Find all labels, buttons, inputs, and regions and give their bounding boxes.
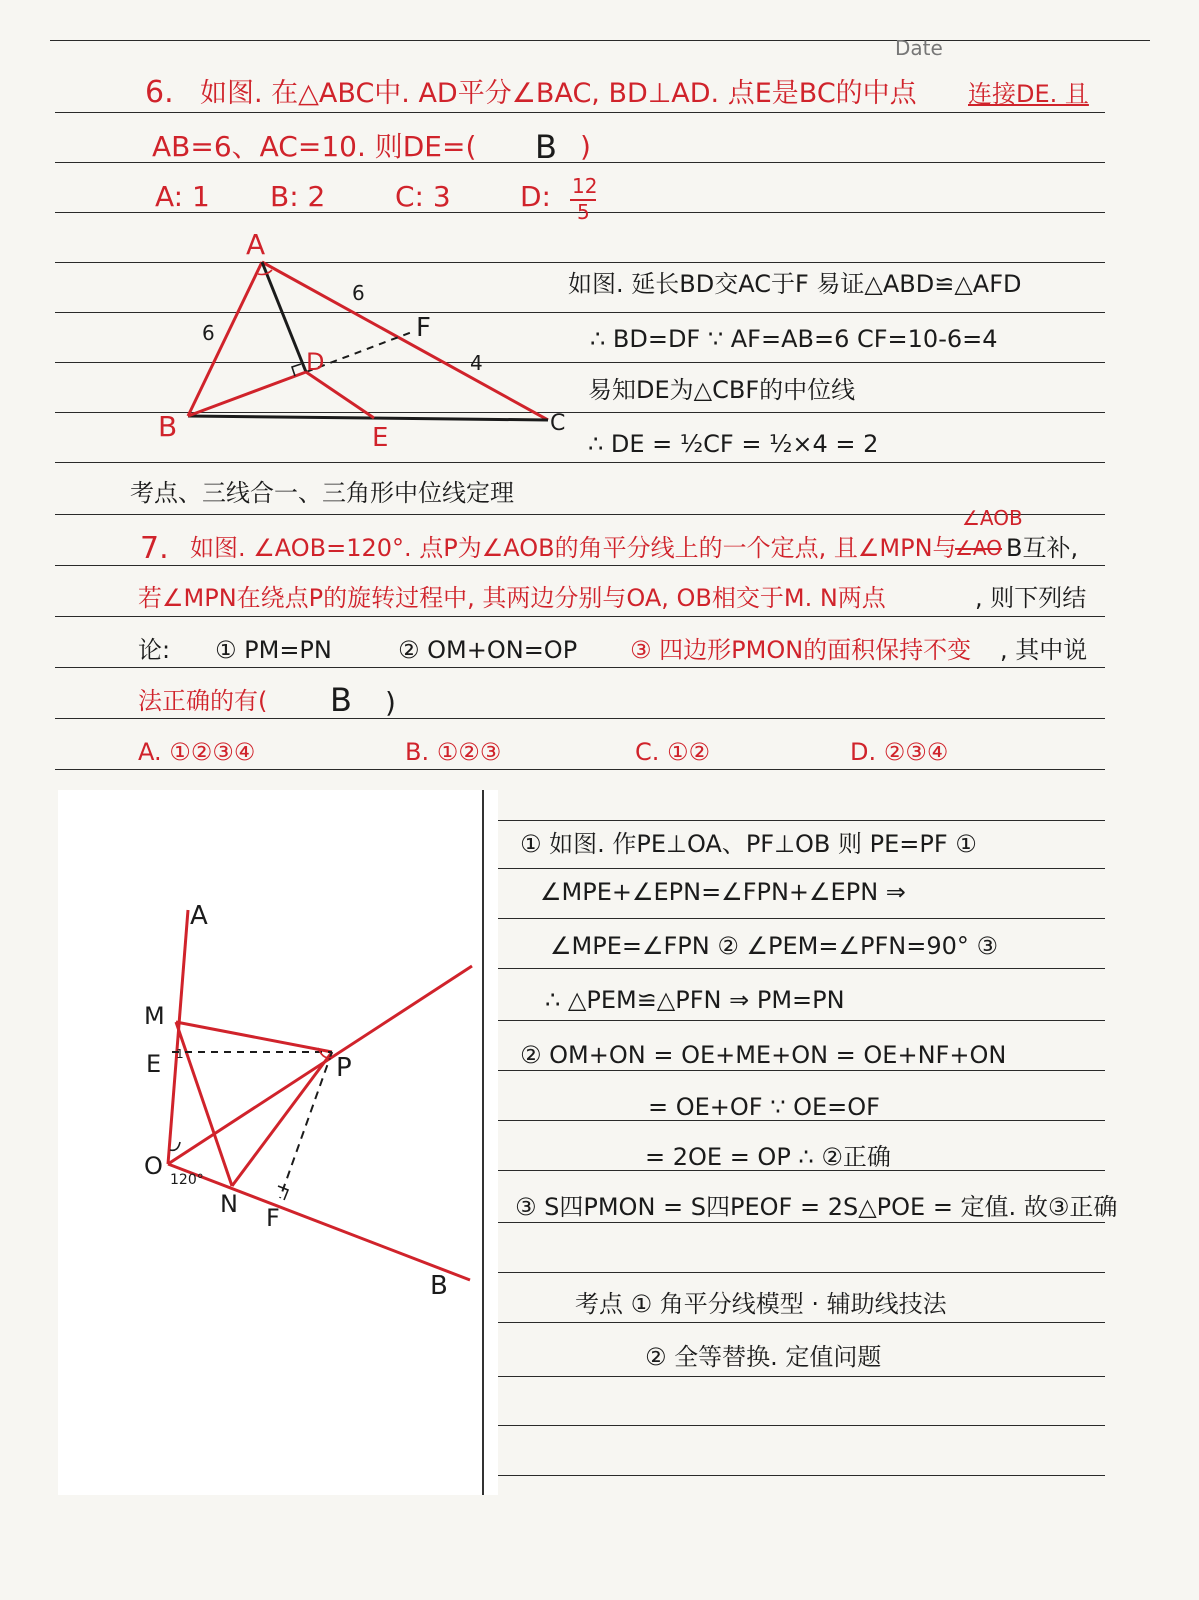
q7-stem3-a: 论: [138,636,171,664]
label-one: 1 [176,1047,184,1061]
rule-line [480,1272,1105,1273]
q7-stem1: 如图. ∠AOB=120°. 点P为∠AOB的角平分线上的一个定点, 且∠MPN与 [190,534,957,562]
ray-oa [168,910,188,1164]
label-e: E [372,423,389,453]
q7-option-d: D. ②③④ [850,738,949,766]
q6-option-d-den: 5 [577,200,590,224]
label-c: C [550,411,566,436]
rule-line [480,820,1105,821]
q7-solution-line7: = 2OE = OP ∴ ②正确 [645,1143,891,1171]
q6-solution-line3: 易知DE为△CBF的中位线 [588,376,856,404]
rule-line [480,1425,1105,1426]
label-m: M [144,1002,165,1030]
q7-stem4-end: ) [385,686,396,719]
rule-line [55,565,1105,566]
rule-line [55,514,1105,515]
q6-answer: B [535,128,557,166]
rule-line [480,968,1105,969]
label-e: E [146,1050,162,1078]
q7-solution-line4: ∴ △PEM≌△PFN ⇒ PM=PN [545,986,845,1014]
segment-bc [188,416,548,420]
q7-solution-line6: = OE+OF ∵ OE=OF [648,1093,880,1121]
q7-answer: B [330,681,352,719]
q7-solution-line5: ② OM+ON = OE+ME+ON = OE+NF+ON [520,1041,1007,1069]
q7-option-b: B. ①②③ [405,738,502,766]
q6-solution-line4: ∴ DE = ½CF = ½×4 = 2 [588,430,879,458]
q7-stem1-black: B互补, [1006,534,1079,562]
segment-mn [176,1022,232,1186]
q6-line2-end: ) [580,130,591,163]
q6-stem: 如图. 在△ABC中. AD平分∠BAC, BD⊥AD. 点E是BC的中点 [200,78,917,109]
q6-option-d: D: [520,180,551,213]
q6-connect: 连接DE. 且 [968,80,1089,108]
segment-de [306,372,374,418]
label-a: A [190,901,208,931]
label-d: D [306,348,325,376]
right-angle-mark-f [278,1186,288,1200]
q7-stem3-e: , 其中说 [1000,636,1088,664]
q6-number: 6. [145,75,174,110]
rule-line [55,769,1105,770]
q7-struck: ∠AO [955,536,1003,560]
q7-option-a: A. ①②③④ [138,738,256,766]
q7-figure [120,880,490,1300]
q7-kaodian-2: ② 全等替换. 定值问题 [645,1343,882,1371]
q6-solution-line1: 如图. 延长BD交AC于F 易证△ABD≌△AFD [568,270,1022,298]
q7-stem3-d: ③ 四边形PMON的面积保持不变 [630,636,972,664]
q7-option-c: C. ①② [635,738,711,766]
rule-line [50,40,1150,41]
segment-ad [262,262,306,372]
q6-option-a: A: 1 [155,180,210,213]
label-f: F [416,313,431,343]
label-a: A [246,228,266,261]
q7-solution-line3: ∠MPE=∠FPN ② ∠PEM=∠PFN=90° ③ [550,932,998,960]
label-angle-120: 120° [170,1172,204,1188]
rule-line [480,1222,1105,1223]
segment-pn [232,1052,332,1186]
ray-ob [168,1164,470,1280]
angle-mark-o [170,1142,180,1150]
q7-correction: ∠AOB [962,506,1023,530]
rule-line [55,616,1105,617]
date-label: Date [895,36,943,60]
rule-line [480,1475,1105,1476]
q7-solution-line2: ∠MPE+∠EPN=∠FPN+∠EPN ⇒ [540,878,906,906]
rule-line [480,1070,1105,1071]
q6-option-c: C: 3 [395,180,451,213]
label-b: B [158,410,178,443]
length-af: 6 [352,281,365,305]
q7-kaodian-1: 考点 ① 角平分线模型 · 辅助线技法 [575,1290,947,1318]
q6-solution-line2: ∴ BD=DF ∵ AF=AB=6 CF=10-6=4 [590,325,998,353]
rule-line [55,112,1105,113]
q6-kaodian: 考点、三线合一、三角形中位线定理 [130,479,514,507]
q6-line2: AB=6、AC=10. 则DE=( [152,130,477,163]
rule-line [480,868,1105,869]
segment-ac [262,262,548,420]
q7-stem3-c: ② OM+ON=OP [398,636,578,664]
q6-triangle-figure [140,220,580,460]
rule-line [480,1376,1105,1377]
rule-line [480,918,1105,919]
q7-number: 7. [140,531,169,566]
length-fc: 4 [470,351,483,375]
label-o: O [144,1152,163,1180]
q7-stem2-black: , 则下列结 [975,584,1087,612]
q7-stem2: 若∠MPN在绕点P的旋转过程中, 其两边分别与OA, OB相交于M. N两点 [138,584,886,612]
length-ab: 6 [202,321,215,345]
q7-stem3-b: ① PM=PN [215,636,332,664]
segment-pm [176,1022,332,1052]
q7-solution-line8: ③ S四PMON = S四PEOF = 2S△POE = 定值. 故③正确 [515,1193,1118,1221]
q6-option-d-num: 12 [572,174,598,198]
rule-line [55,718,1105,719]
label-p: P [336,1053,352,1083]
rule-line [480,1322,1105,1323]
rule-line [55,667,1105,668]
label-n: N [220,1190,238,1218]
rule-line [480,1020,1105,1021]
q6-option-b: B: 2 [270,180,326,213]
label-b: B [430,1271,448,1300]
label-f: F [266,1204,280,1232]
rule-line [55,462,1105,463]
q7-stem4: 法正确的有( [138,687,268,715]
q7-solution-line1: ① 如图. 作PE⊥OA、PF⊥OB 则 PE=PF ① [520,830,977,858]
